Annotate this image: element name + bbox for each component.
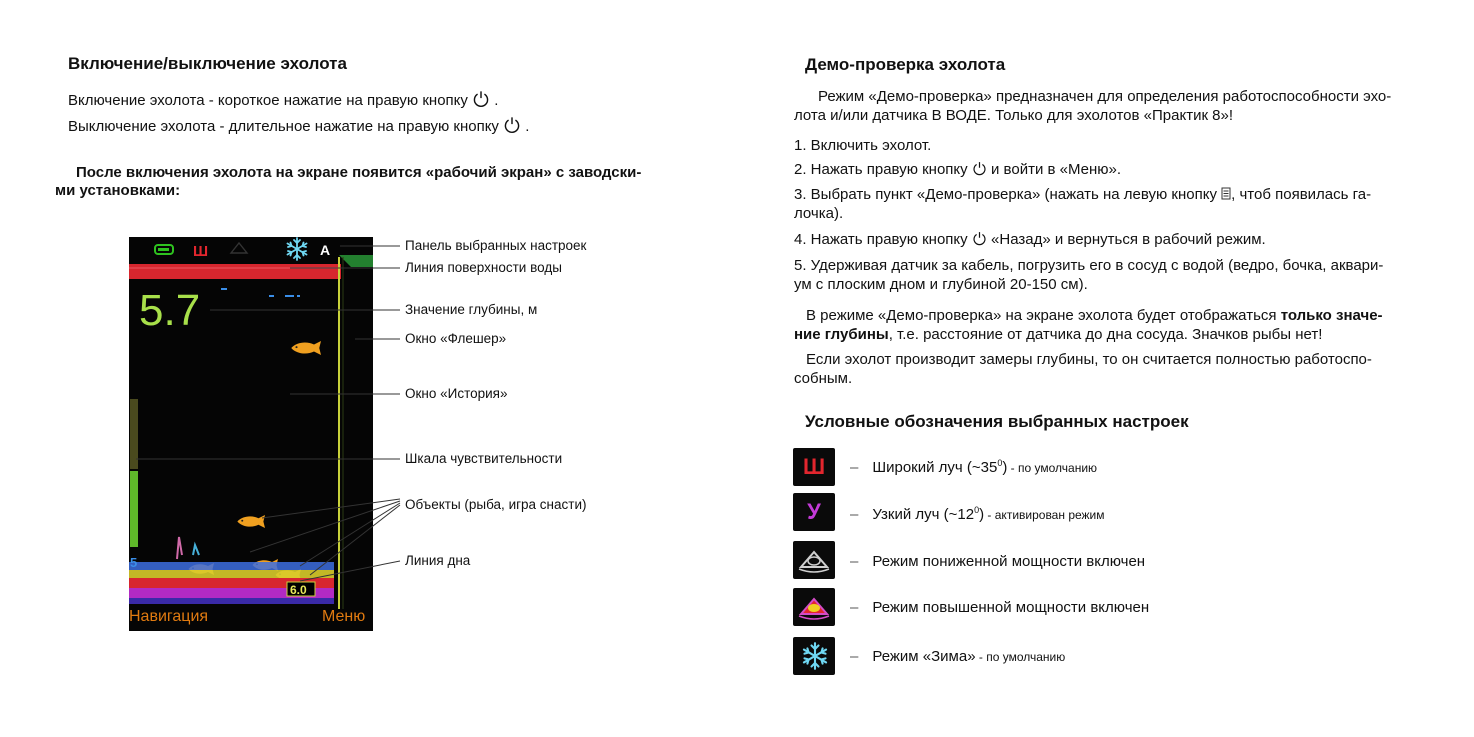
callout-bottom: Линия дна bbox=[405, 553, 471, 568]
menu-button-icon bbox=[1221, 187, 1231, 200]
power-icon bbox=[972, 231, 987, 246]
legend-title: Условные обозначения выбранных настроек bbox=[805, 412, 1189, 431]
low-power-icon bbox=[793, 541, 835, 579]
depth-value: 5.7 bbox=[139, 286, 201, 335]
demo-note-2: ние глубины, т.е. расстояние от датчика до дна сосуда. Значков рыбы нет! bbox=[794, 326, 1323, 343]
winter-mode-legend-icon bbox=[793, 637, 835, 675]
callout-depth: Значение глубины, м bbox=[405, 302, 538, 317]
callout-sensitivity: Шкала чувствительности bbox=[405, 451, 563, 466]
legend-low-power: – Режим пониженной мощности включен bbox=[850, 553, 1146, 570]
nav-softkey[interactable]: Навигация bbox=[129, 608, 209, 625]
after-power-text-1: После включения эхолота на экране появится «рабочий экран» с заводски- bbox=[76, 164, 642, 181]
legend-high-power: – Режим повышенной мощности включен bbox=[850, 599, 1150, 616]
power-on-text: Включение эхолота - короткое нажатие на правую кнопку . bbox=[68, 92, 499, 109]
section-title-power: Включение/выключение эхолота bbox=[68, 54, 347, 73]
menu-softkey[interactable]: Меню bbox=[322, 608, 366, 625]
callout-flasher: Окно «Флешер» bbox=[405, 331, 507, 346]
callout-surface: Линия поверхности воды bbox=[405, 260, 562, 275]
step-5-cont: ум с плоским дном и глубиной 20-150 см). bbox=[794, 276, 1088, 293]
step-2: 2. Нажать правую кнопку и войти в «Меню». bbox=[794, 161, 1122, 178]
scale-mark: 5 bbox=[130, 555, 138, 570]
callout-objects: Объекты (рыба, игра снасти) bbox=[405, 497, 587, 512]
step-1: 1. Включить эхолот. bbox=[794, 137, 932, 154]
wide-beam-icon: Ш bbox=[793, 448, 835, 486]
legend-wide-beam: – Широкий луч $(\sim 35^0)$ - по умолчанию bbox=[850, 458, 1098, 476]
high-power-icon bbox=[793, 588, 835, 626]
narrow-beam-icon: У bbox=[793, 493, 835, 531]
section-title-demo: Демо-проверка эхолота bbox=[805, 55, 1006, 74]
callout-panel: Панель выбранных настроек bbox=[405, 238, 587, 253]
power-icon bbox=[972, 161, 987, 176]
after-power-text-2: ми установками: bbox=[55, 182, 181, 199]
legend-narrow-beam: – Узкий луч $(\sim 12^0)$ - активирован режим bbox=[850, 505, 1105, 523]
callout-history: Окно «История» bbox=[405, 386, 508, 401]
step-3: 3. Выбрать пункт «Демо-проверка» (нажать на левую кнопку , чтоб появилась га- bbox=[794, 186, 1372, 203]
demo-note-1: В режиме «Демо-проверка» на экране эхолота будет отображаться только значе- bbox=[806, 307, 1383, 324]
bottom-depth-value: 6.0 bbox=[290, 583, 307, 597]
demo-ok-2: собным. bbox=[794, 370, 853, 387]
step-5: 5. Удерживая датчик за кабель, погрузить его в сосуд с водой (ведро, бочка, аквари- bbox=[794, 257, 1384, 274]
step-3-cont: лочка). bbox=[794, 205, 844, 222]
demo-intro-1: Режим «Демо-проверка» предназначен для определения работоспособности эхо- bbox=[818, 88, 1392, 105]
auto-mode-indicator: A bbox=[320, 242, 331, 258]
legend-winter-mode: – Режим «Зима» - по умолчанию bbox=[850, 648, 1066, 665]
demo-ok-1: Если эхолот производит замеры глубины, то он считается полностью работоспо- bbox=[806, 351, 1372, 368]
power-off-text: Выключение эхолота - длительное нажатие на правую кнопку . bbox=[68, 118, 530, 135]
step-4: 4. Нажать правую кнопку «Назад» и вернуться в рабочий режим. bbox=[794, 231, 1266, 248]
beam-indicator: Ш bbox=[193, 243, 209, 260]
demo-intro-2: лота и/или датчика В ВОДЕ. Только для эхолотов «Практик 8»! bbox=[794, 107, 1234, 124]
